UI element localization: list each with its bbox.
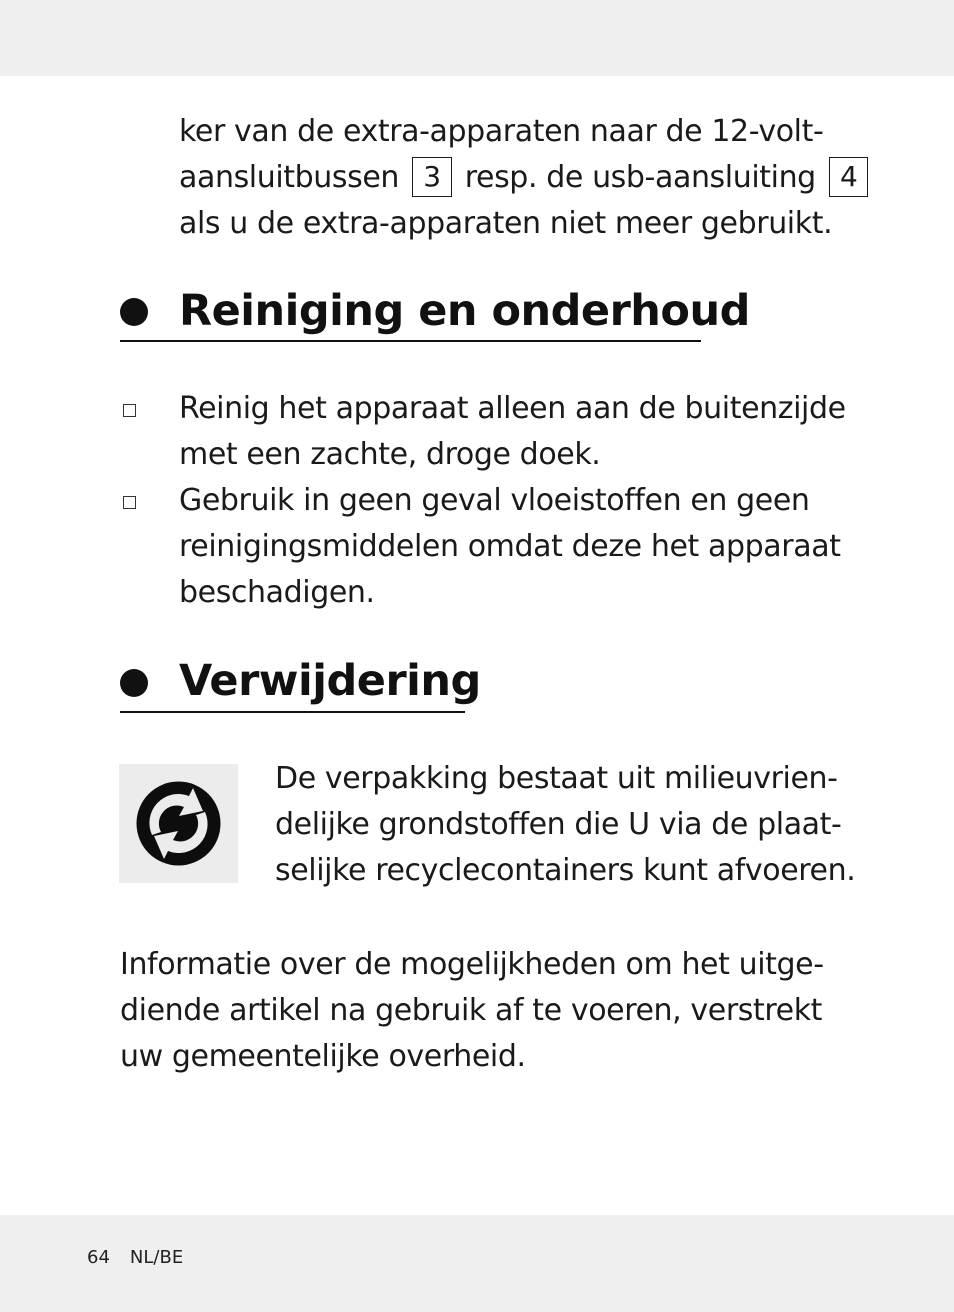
cleaning-instructions-list	[120, 386, 850, 616]
intro-text: resp. de usb-aansluiting	[464, 160, 816, 195]
list-item	[120, 478, 850, 616]
section-title: Reiniging en onderhoud	[179, 286, 750, 336]
intro-paragraph	[179, 109, 879, 247]
disposal-info-paragraph	[120, 942, 880, 1080]
intro-text: aansluitbussen	[179, 160, 400, 195]
language-code: NL/BE	[129, 1247, 184, 1268]
intro-line: als u de extra-apparaten niet meer gebruikt.	[179, 206, 833, 241]
reference-box-3: 3	[412, 157, 451, 197]
paragraph-line: Informatie over de mogelijkheden om het uitge-	[120, 947, 824, 982]
list-item	[120, 386, 850, 478]
heading-underline	[120, 340, 701, 342]
header-band	[0, 0, 954, 76]
list-item-line: reinigingsmiddelen omdat deze het apparaat	[179, 529, 841, 564]
checkbox-bullet-icon	[123, 404, 136, 417]
reference-box-4: 4	[829, 157, 868, 197]
page-number: 64	[87, 1247, 110, 1268]
packaging-disposal-text	[275, 756, 875, 894]
paragraph-line: uw gemeentelijke overheid.	[120, 1039, 526, 1074]
heading-underline	[120, 711, 465, 713]
heading-bullet-icon	[120, 298, 148, 326]
section-title: Verwijdering	[179, 656, 481, 706]
paragraph-line: diende artikel na gebruik af te voeren, verstrekt	[120, 993, 823, 1028]
intro-line	[179, 155, 879, 201]
list-item-line: met een zachte, droge doek.	[179, 437, 601, 472]
heading-bullet-icon	[120, 669, 148, 697]
checkbox-bullet-icon	[123, 496, 136, 509]
intro-line: ker van de extra-apparaten naar de 12-volt-	[179, 114, 824, 149]
green-dot-recycling-icon	[119, 764, 238, 883]
paragraph-line: delijke grondstoffen die U via de plaat-	[275, 807, 842, 842]
paragraph-line: De verpakking bestaat uit milieuvrien-	[275, 761, 838, 796]
page-footer	[87, 1247, 203, 1268]
list-item-line: beschadigen.	[179, 575, 375, 610]
paragraph-line: selijke recyclecontainers kunt afvoeren.	[275, 853, 856, 888]
list-item-line: Gebruik in geen geval vloeistoffen en geen	[179, 483, 810, 518]
list-item-line: Reinig het apparaat alleen aan de buitenzijde	[179, 391, 846, 426]
